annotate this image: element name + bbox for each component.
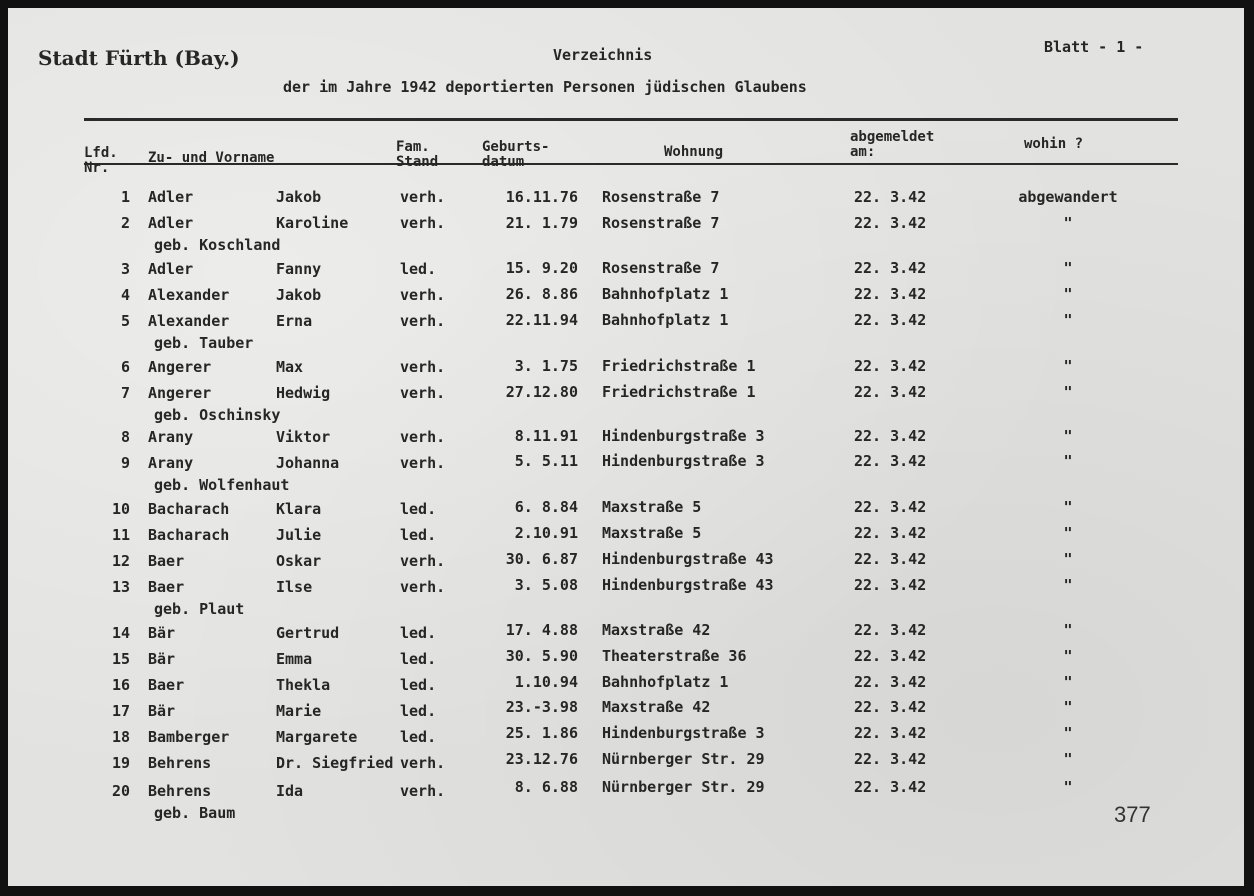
cell-date: 22. 3.42 [854, 750, 927, 769]
cell-nr: 6 [120, 358, 130, 376]
cell-birth: 2.10.91 [514, 523, 578, 542]
col-header-destination: wohin ? [1024, 136, 1084, 152]
cell-firstname: Erna [276, 312, 313, 330]
cell-dest: " [1063, 259, 1073, 278]
cell-nr: 20 [111, 782, 130, 800]
cell-nr: 10 [111, 500, 130, 518]
cell-dest: " [1063, 724, 1073, 743]
cell-status: led. [400, 676, 437, 694]
cell-nr: 4 [120, 286, 130, 304]
cell-birth: 27.12.80 [505, 382, 578, 401]
cell-nr: 17 [111, 702, 130, 720]
cell-surname: Baer [148, 578, 185, 596]
cell-birth: 26. 8.86 [505, 285, 578, 304]
cell-date: 22. 3.42 [854, 698, 927, 717]
cell-birth: 21. 1.79 [505, 214, 578, 232]
cell-date: 22. 3.42 [854, 356, 927, 375]
cell-birth: 30. 6.87 [505, 549, 578, 568]
cell-status: led. [400, 702, 437, 720]
cell-dest: " [1063, 382, 1073, 401]
cell-address: Nürnberger Str. 29 [602, 750, 765, 769]
cell-firstname: Karoline [276, 214, 349, 232]
cell-status: verh. [400, 454, 446, 472]
cell-dest: " [1063, 575, 1073, 594]
cell-birth: 16.11.76 [505, 188, 578, 206]
cell-surname: Alexander [148, 312, 230, 330]
cell-status: verh. [400, 312, 446, 330]
col-header-address: Wohnung [664, 144, 724, 160]
cell-address: Maxstraße 42 [602, 621, 711, 639]
document-sheet [8, 8, 1244, 886]
cell-address: Hindenburgstraße 3 [602, 426, 765, 445]
cell-date: 22. 3.42 [854, 523, 927, 542]
cell-date: 22. 3.42 [854, 382, 927, 401]
cell-firstname: Emma [276, 650, 313, 668]
cell-firstname: Marie [276, 702, 322, 720]
cell-nr: 13 [111, 578, 130, 596]
cell-firstname: Fanny [276, 260, 322, 278]
cell-surname: Adler [148, 188, 194, 206]
cell-firstname: Hedwig [276, 384, 331, 402]
cell-surname: Bacharach [148, 500, 230, 518]
col-header-name: Zu- und Vorname [148, 150, 275, 166]
cell-date: 22. 3.42 [854, 259, 927, 278]
document-subtitle: der im Jahre 1942 deportierten Personen jüdischen Glaubens [283, 78, 807, 96]
col-header-deregistered: abgemeldet am: [850, 129, 935, 160]
cell-date: 22. 3.42 [854, 777, 927, 796]
cell-nr: 18 [111, 728, 130, 746]
cell-maiden-name: geb. Oschinsky [154, 406, 281, 424]
cell-address: Nürnberger Str. 29 [602, 777, 765, 796]
cell-address: Friedrichstraße 1 [602, 382, 756, 401]
sheet-number: Blatt - 1 - [1044, 38, 1144, 56]
cell-firstname: Gertrud [276, 624, 340, 642]
cell-status: led. [400, 728, 437, 746]
cell-address: Hindenburgstraße 43 [602, 575, 774, 594]
cell-nr: 11 [111, 526, 130, 544]
cell-maiden-name: geb. Tauber [154, 334, 254, 352]
cell-dest: " [1063, 214, 1073, 232]
cell-maiden-name: geb. Baum [154, 804, 236, 822]
cell-status: led. [400, 650, 437, 668]
cell-date: 22. 3.42 [854, 724, 927, 743]
page-number: 377 [1114, 802, 1151, 827]
cell-address: Bahnhofplatz 1 [602, 311, 729, 330]
cell-dest: " [1063, 523, 1073, 542]
cell-status: led. [400, 526, 437, 544]
cell-date: 22. 3.42 [854, 426, 927, 445]
cell-birth: 22.11.94 [505, 311, 578, 330]
cell-maiden-name: geb. Koschland [154, 236, 281, 254]
cell-dest: " [1063, 621, 1073, 639]
cell-status: verh. [400, 384, 446, 402]
cell-surname: Arany [148, 454, 194, 472]
cell-firstname: Jakob [276, 188, 322, 206]
cell-status: verh. [400, 428, 446, 446]
cell-surname: Bär [148, 702, 176, 720]
cell-surname: Adler [148, 260, 194, 278]
cell-dest: " [1063, 311, 1073, 330]
cell-firstname: Oskar [276, 552, 322, 570]
cell-nr: 5 [120, 312, 130, 330]
cell-maiden-name: geb. Wolfenhaut [154, 476, 290, 494]
cell-date: 22. 3.42 [854, 311, 927, 330]
table-row [8, 575, 1244, 618]
table-row [8, 312, 1244, 352]
cell-status: verh. [400, 188, 446, 206]
cell-surname: Adler [148, 214, 194, 232]
cell-surname: Baer [148, 552, 185, 570]
cell-dest: " [1063, 452, 1073, 471]
cell-nr: 19 [111, 754, 130, 772]
cell-dest: " [1063, 777, 1073, 796]
cell-firstname: Jakob [276, 286, 322, 304]
cell-nr: 9 [120, 454, 130, 472]
cell-status: verh. [400, 782, 446, 800]
cell-address: Maxstraße 42 [602, 698, 711, 717]
cell-status: led. [400, 260, 437, 278]
cell-surname: Alexander [148, 286, 230, 304]
cell-firstname: Thekla [276, 676, 331, 694]
cell-surname: Bamberger [148, 728, 230, 746]
cell-surname: Baer [148, 676, 185, 694]
cell-status: verh. [400, 214, 446, 232]
cell-birth: 3. 1.75 [514, 356, 578, 375]
cell-dest: " [1063, 698, 1073, 717]
document-title: Verzeichnis [553, 46, 653, 64]
col-header-status: Fam. Stand [396, 139, 439, 170]
cell-birth: 1.10.94 [514, 673, 578, 691]
cell-address: Rosenstraße 7 [602, 188, 720, 206]
cell-address: Hindenburgstraße 3 [602, 452, 765, 471]
cell-surname: Bär [148, 650, 176, 668]
table-top-rule [84, 118, 1178, 121]
cell-address: Maxstraße 5 [602, 498, 702, 517]
cell-status: verh. [400, 552, 446, 570]
cell-date: 22. 3.42 [854, 498, 927, 517]
cell-status: verh. [400, 358, 446, 376]
table-row [8, 777, 1244, 822]
cell-birth: 8.11.91 [514, 426, 578, 445]
cell-dest: " [1063, 673, 1073, 691]
cell-surname: Behrens [148, 782, 212, 800]
cell-address: Bahnhofplatz 1 [602, 673, 729, 691]
cell-nr: 3 [120, 260, 130, 278]
cell-surname: Arany [148, 428, 194, 446]
cell-dest: " [1063, 285, 1073, 304]
cell-date: 22. 3.42 [854, 647, 927, 665]
cell-birth: 5. 5.11 [514, 452, 578, 471]
cell-date: 22. 3.42 [854, 285, 927, 304]
cell-firstname: Julie [276, 526, 322, 544]
cell-status: verh. [400, 754, 446, 772]
cell-date: 22. 3.42 [854, 621, 927, 639]
cell-date: 22. 3.42 [854, 188, 927, 206]
cell-dest: " [1063, 356, 1073, 375]
cell-dest: " [1063, 549, 1073, 568]
cell-nr: 15 [111, 650, 130, 668]
cell-nr: 2 [120, 214, 130, 232]
cell-surname: Angerer [148, 358, 212, 376]
cell-nr: 7 [120, 384, 130, 402]
cell-firstname: Dr. Siegfried [276, 754, 394, 772]
cell-birth: 23.-3.98 [505, 698, 578, 717]
cell-address: Hindenburgstraße 3 [602, 724, 765, 743]
cell-dest: " [1063, 750, 1073, 769]
table-row [8, 384, 1244, 424]
cell-nr: 16 [111, 676, 130, 694]
cell-date: 22. 3.42 [854, 214, 927, 232]
cell-nr: 1 [120, 188, 130, 206]
cell-date: 22. 3.42 [854, 549, 927, 568]
cell-firstname: Max [276, 358, 304, 376]
cell-date: 22. 3.42 [854, 452, 927, 471]
cell-birth: 30. 5.90 [505, 647, 578, 665]
cell-status: verh. [400, 286, 446, 304]
cell-firstname: Margarete [276, 728, 358, 746]
cell-address: Bahnhofplatz 1 [602, 285, 729, 304]
cell-dest: " [1063, 647, 1073, 665]
cell-nr: 14 [111, 624, 130, 642]
cell-firstname: Johanna [276, 454, 340, 472]
cell-birth: 17. 4.88 [505, 621, 578, 639]
city-heading: Stadt Fürth (Bay.) [38, 46, 240, 70]
cell-status: led. [400, 624, 437, 642]
cell-nr: 12 [111, 552, 130, 570]
cell-firstname: Ilse [276, 578, 313, 596]
cell-birth: 23.12.76 [505, 750, 578, 769]
cell-status: led. [400, 500, 437, 518]
cell-address: Hindenburgstraße 43 [602, 549, 774, 568]
cell-birth: 6. 8.84 [514, 498, 578, 517]
cell-date: 22. 3.42 [854, 575, 927, 594]
cell-address: Rosenstraße 7 [602, 214, 720, 232]
table-row [8, 454, 1244, 494]
col-header-nr: Lfd. Nr. [84, 145, 118, 176]
cell-birth: 15. 9.20 [505, 259, 578, 278]
col-header-birthdate: Geburts- datum [482, 139, 550, 170]
cell-address: Rosenstraße 7 [602, 259, 720, 278]
cell-surname: Angerer [148, 384, 212, 402]
cell-birth: 8. 6.88 [514, 777, 578, 796]
table-row [8, 214, 1244, 254]
cell-birth: 3. 5.08 [514, 575, 578, 594]
cell-address: Theaterstraße 36 [602, 647, 747, 665]
cell-firstname: Ida [276, 782, 304, 800]
cell-surname: Bär [148, 624, 176, 642]
cell-status: verh. [400, 578, 446, 596]
cell-maiden-name: geb. Plaut [154, 600, 245, 618]
cell-date: 22. 3.42 [854, 673, 927, 691]
cell-nr: 8 [120, 428, 130, 446]
cell-dest: abgewandert [1018, 188, 1118, 206]
cell-address: Maxstraße 5 [602, 523, 702, 542]
cell-surname: Behrens [148, 754, 212, 772]
cell-surname: Bacharach [148, 526, 230, 544]
cell-firstname: Klara [276, 500, 322, 518]
cell-firstname: Viktor [276, 428, 331, 446]
cell-dest: " [1063, 498, 1073, 517]
cell-address: Friedrichstraße 1 [602, 356, 756, 375]
cell-birth: 25. 1.86 [505, 724, 578, 743]
cell-dest: " [1063, 426, 1073, 445]
